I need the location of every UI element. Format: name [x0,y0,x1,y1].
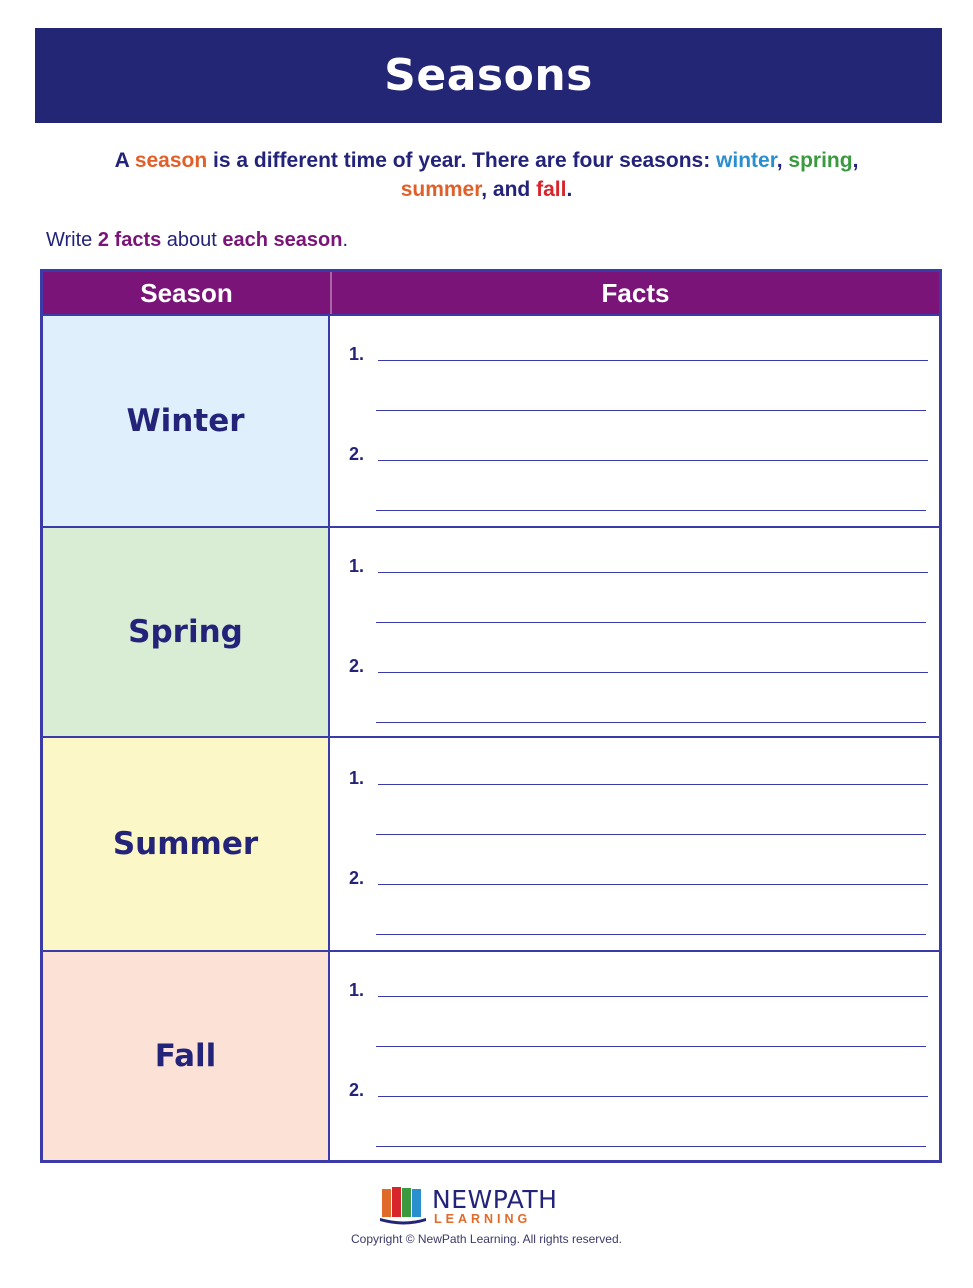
fact-number: 2. [349,444,365,464]
term-fall: fall [536,178,567,201]
logo-learning: LEARNING [434,1212,532,1226]
instruction-text [46,229,348,252]
season-cell [43,738,330,950]
fact-1-line-2[interactable] [376,834,926,835]
fact-number: 1. [349,980,365,1000]
season-cell [43,528,330,736]
season-cell [43,316,330,526]
copyright-text: Copyright © NewPath Learning. All rights reserved. [351,1232,622,1246]
page-title: Seasons [384,50,593,101]
fact-number: 2. [349,656,365,676]
table-row-summer [43,736,939,950]
table-row-spring [43,526,939,736]
instruction-facts: 2 facts [97,229,162,251]
header-facts: Facts [601,278,670,308]
header-season: Season [140,278,233,308]
facts-cell [330,738,939,950]
facts-cell [330,528,939,736]
intro-text-part: , [776,149,789,172]
fact-1-line-1[interactable] [378,572,928,573]
instruction-part: Write [46,229,98,251]
newpath-logo [380,1185,580,1227]
title-banner [35,28,942,123]
season-cell [43,952,330,1160]
facts-cell [330,952,939,1160]
intro-text-part: is a different time of year. There are four seasons: [207,149,717,172]
fact-2-line-1[interactable] [378,460,928,461]
fact-2-line-2[interactable] [376,1146,926,1147]
fact-2-line-2[interactable] [376,722,926,723]
season-name: Spring [128,614,243,650]
fact-number: 2. [349,1080,365,1100]
books-logo-icon [380,1185,428,1225]
fact-number: 1. [349,556,365,576]
fact-1-line-1[interactable] [378,784,928,785]
instruction-part: . [342,229,349,251]
term-spring: spring [788,149,853,172]
intro-text-part: , and [481,178,537,201]
seasons-table [40,269,942,1163]
instruction-part: about [161,229,223,251]
season-name: Fall [154,1038,217,1074]
fact-number: 1. [349,768,365,788]
fact-1-line-2[interactable] [376,622,926,623]
fact-2-line-1[interactable] [378,884,928,885]
fact-1-line-1[interactable] [378,996,928,997]
facts-cell [330,316,939,526]
intro-text [40,146,933,204]
table-row-fall [43,950,939,1160]
fact-2-line-1[interactable] [378,672,928,673]
logo-newpath: NEWPATH [432,1185,558,1214]
logo-wordmark [432,1185,557,1214]
intro-text-part: , [852,149,859,172]
term-summer: summer [400,178,482,201]
season-name: Summer [112,826,259,862]
fact-1-line-1[interactable] [378,360,928,361]
fact-2-line-2[interactable] [376,934,926,935]
term-season: season [134,149,208,172]
fact-2-line-2[interactable] [376,510,926,511]
fact-1-line-2[interactable] [376,410,926,411]
season-name: Winter [126,403,245,439]
fact-1-line-2[interactable] [376,1046,926,1047]
instruction-each-season: each season [222,229,343,251]
table-header [43,272,939,314]
intro-text-part: . [566,178,573,201]
term-winter: winter [716,149,777,172]
intro-text-part: A [114,149,135,172]
fact-number: 2. [349,868,365,888]
fact-number: 1. [349,344,365,364]
table-row-winter [43,314,939,526]
fact-2-line-1[interactable] [378,1096,928,1097]
